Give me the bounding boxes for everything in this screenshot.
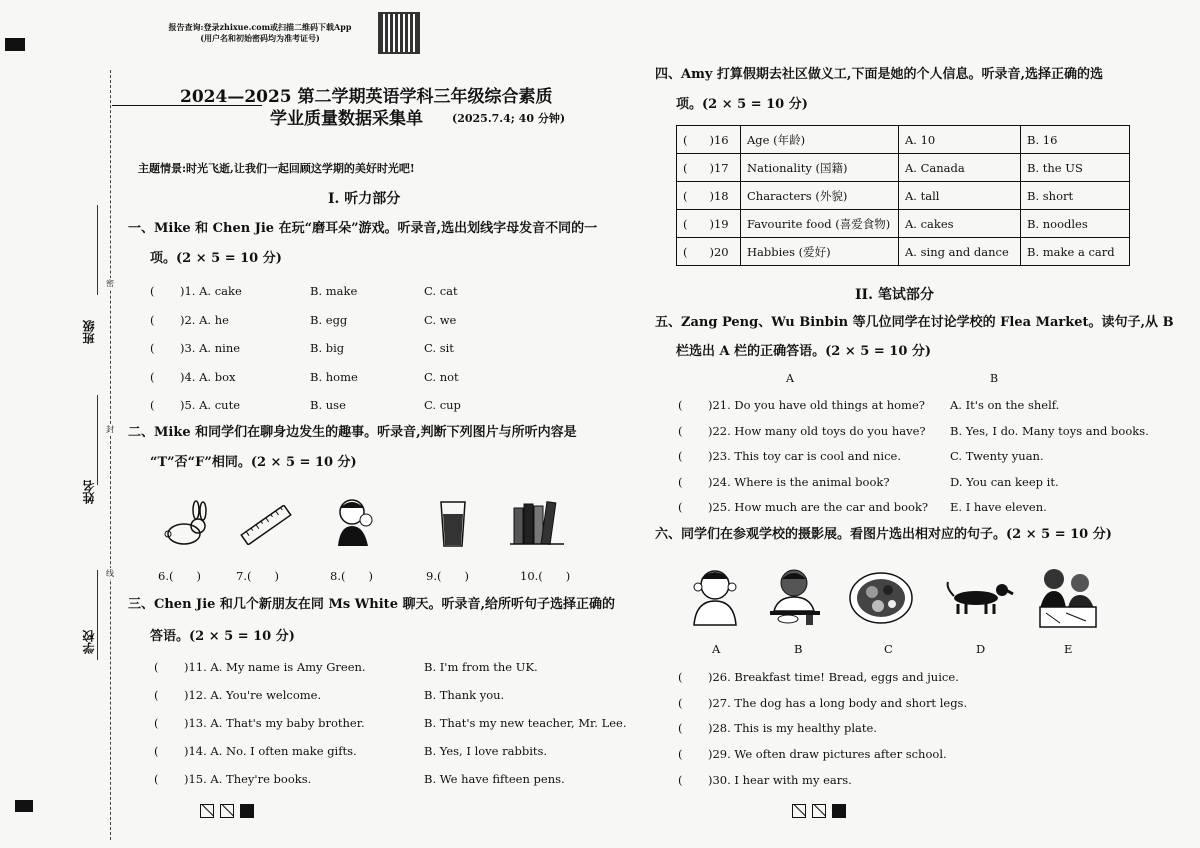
question-option: B. Thank you. xyxy=(424,688,505,702)
glass-of-juice-icon xyxy=(438,500,468,548)
answer-paren: ( xyxy=(678,695,683,710)
question-option: )4. A. box xyxy=(180,369,236,384)
answer-paren: ( xyxy=(678,449,683,463)
question-option: C. not xyxy=(424,369,459,384)
q4-title-cont: 项。(2 × 5 = 10 分) xyxy=(676,97,808,112)
answer-paren: ( )16 xyxy=(677,126,741,154)
boy-eating-icon xyxy=(332,496,378,548)
title-underline xyxy=(112,105,262,106)
question-sentence: )26. Breakfast time! Bread, eggs and juice. xyxy=(708,670,959,684)
question-option: C. cat xyxy=(424,284,458,298)
answer-paren: ( xyxy=(678,670,683,684)
question-sentence: )25. How much are the car and book? xyxy=(708,500,929,514)
option-b: B. noodles xyxy=(1021,210,1130,238)
question-sentence: )28. This is my healthy plate. xyxy=(708,721,877,736)
question-sentence: )21. Do you have old things at home? xyxy=(708,398,925,412)
question-option: C. cup xyxy=(424,398,461,412)
answer-paren: ( xyxy=(678,423,683,438)
corner-marker xyxy=(5,38,25,51)
q1-title: 一、Mike 和 Chen Jie 在玩“磨耳朵”游戏。听录音,选出划线字母发音不同的一 xyxy=(128,221,598,236)
q4-title: 四、Amy 打算假期去社区做义工,下面是她的个人信息。听录音,选择正确的选 xyxy=(655,67,1103,82)
theme-text: 主题情景:时光飞逝,让我们一起回顾这学期的美好时光吧! xyxy=(138,162,415,175)
part1-title: I. 听力部分 xyxy=(328,191,401,207)
answer-paren: ( xyxy=(154,716,159,730)
books-icon xyxy=(510,496,564,546)
answer-paren: ( )17 xyxy=(677,154,741,182)
judge-answer: 7.( ) xyxy=(236,569,279,583)
option-b: B. 16 xyxy=(1021,126,1130,154)
column-b-header: B xyxy=(990,372,999,385)
picture-label: A xyxy=(712,642,721,656)
question-option: )14. A. No. I often make gifts. xyxy=(184,744,357,758)
answer-paren: ( xyxy=(154,772,159,786)
option-a: A. tall xyxy=(899,182,1021,210)
picture-label: D xyxy=(976,642,986,656)
column-a-header: A xyxy=(786,372,794,385)
question-sentence: )22. How many old toys do you have? xyxy=(708,423,926,438)
q6-title: 六、同学们在参观学校的摄影展。看图片选出相对应的句子。(2 × 5 = 10 分) xyxy=(655,527,1112,542)
q3-title: 三、Chen Jie 和几个新朋友在同 Ms White 聊天。听录音,给所听句子选择正确的 xyxy=(128,597,616,612)
seal-mark: 线 xyxy=(106,569,114,578)
answer-paren: ( xyxy=(150,341,155,355)
page-marker-boxes xyxy=(200,800,260,819)
info-table xyxy=(676,125,1130,266)
info-item: Favourite food (喜爱食物) xyxy=(741,210,899,238)
answer-paren: ( xyxy=(150,312,155,327)
binding-line xyxy=(110,70,111,840)
judge-answer: 6.( ) xyxy=(158,569,201,583)
q1-title-cont: 项。(2 × 5 = 10 分) xyxy=(150,251,282,266)
healthy-plate-icon xyxy=(848,570,914,626)
option-a: A. sing and dance xyxy=(899,238,1021,266)
answer-paren: ( xyxy=(678,398,683,412)
option-b: B. short xyxy=(1021,182,1130,210)
question-option: B. That's my new teacher, Mr. Lee. xyxy=(424,716,627,730)
table-row xyxy=(677,182,1130,210)
page-title: 2024—2025 第二学期英语学科三年级综合素质 xyxy=(180,87,553,107)
name-underline xyxy=(97,205,98,295)
name-underline xyxy=(97,570,98,660)
question-sentence: )29. We often draw pictures after school. xyxy=(708,747,947,762)
q3-title-cont: 答语。(2 × 5 = 10 分) xyxy=(150,629,295,644)
table-row xyxy=(677,126,1130,154)
answer-paren: ( )18 xyxy=(677,182,741,210)
question-option: B. home xyxy=(310,369,358,384)
ruler-icon xyxy=(238,505,294,545)
q5-title-cont: 栏选出 A 栏的正确答语。(2 × 5 = 10 分) xyxy=(676,344,932,359)
table-row xyxy=(677,154,1130,182)
answer-paren: ( xyxy=(150,398,155,412)
info-item: Age (年龄) xyxy=(741,126,899,154)
header-note: 报告查询:登录zhixue.com或扫描二维码下载App (用户名和初始密码均为准考证号) xyxy=(168,22,352,43)
answer-paren: ( xyxy=(678,474,683,489)
question-option: B. egg xyxy=(310,312,348,327)
class-label: 班级 xyxy=(82,320,96,344)
question-option: )15. A. They're books. xyxy=(184,772,312,786)
answer-paren: ( xyxy=(678,772,683,787)
question-option: B. I'm from the UK. xyxy=(424,660,538,674)
question-option: )12. A. You're welcome. xyxy=(184,688,322,702)
option-a: A. 10 xyxy=(899,126,1021,154)
picture-label: C xyxy=(884,642,893,656)
option-b: B. the US xyxy=(1021,154,1130,182)
answer-paren: ( xyxy=(154,660,159,674)
qr-code xyxy=(378,12,420,54)
question-option: B. big xyxy=(310,341,345,355)
answer-paren: ( xyxy=(150,369,155,384)
corner-marker xyxy=(15,800,33,812)
answer-option: A. It's on the shelf. xyxy=(950,398,1060,412)
answer-paren: ( )19 xyxy=(677,210,741,238)
breakfast-icon xyxy=(766,565,824,627)
question-option: )5. A. cute xyxy=(180,398,241,412)
answer-option: B. Yes, I do. Many toys and books. xyxy=(950,423,1149,438)
judge-answer: 9.( ) xyxy=(426,569,469,583)
question-option: )13. A. That's my baby brother. xyxy=(184,716,365,730)
picture-label: E xyxy=(1064,642,1073,656)
question-sentence: )30. I hear with my ears. xyxy=(708,772,852,787)
name-label: 姓名 xyxy=(82,480,96,504)
question-sentence: )23. This toy car is cool and nice. xyxy=(708,449,902,463)
question-sentence: )24. Where is the animal book? xyxy=(708,474,890,489)
answer-paren: ( xyxy=(154,744,159,758)
option-a: A. cakes xyxy=(899,210,1021,238)
question-option: B. We have fifteen pens. xyxy=(424,772,565,786)
rabbit-icon xyxy=(160,500,212,550)
question-option: )11. A. My name is Amy Green. xyxy=(184,660,366,674)
answer-option: D. You can keep it. xyxy=(950,474,1059,489)
option-a: A. Canada xyxy=(899,154,1021,182)
answer-option: C. Twenty yuan. xyxy=(950,449,1044,463)
boy-ears-icon xyxy=(688,565,742,627)
table-row xyxy=(677,238,1130,266)
answer-paren: ( xyxy=(678,747,683,762)
q2-title-cont: “T”否“F”相同。(2 × 5 = 10 分) xyxy=(150,455,357,470)
question-option: B. Yes, I love rabbits. xyxy=(424,744,548,758)
info-item: Nationality (国籍) xyxy=(741,154,899,182)
page-subtitle: 学业质量数据采集单 xyxy=(270,109,423,129)
question-option: )1. A. cake xyxy=(180,284,242,298)
judge-answer: 8.( ) xyxy=(330,569,373,583)
answer-paren: ( xyxy=(150,284,155,298)
seal-mark: 封 xyxy=(106,425,114,434)
option-b: B. make a card xyxy=(1021,238,1130,266)
question-option: )2. A. he xyxy=(180,312,229,327)
info-item: Habbies (爱好) xyxy=(741,238,899,266)
judge-answer: 10.( ) xyxy=(520,569,571,583)
answer-paren: ( )20 xyxy=(677,238,741,266)
question-sentence: )27. The dog has a long body and short legs. xyxy=(708,695,968,710)
q5-title: 五、Zang Peng、Wu Binbin 等几位同学在讨论学校的 Flea Market。读句子,从 B xyxy=(655,315,1174,330)
question-option: C. we xyxy=(424,312,457,327)
answer-paren: ( xyxy=(678,500,683,514)
part2-title: II. 笔试部分 xyxy=(855,287,934,303)
page-marker-boxes xyxy=(792,800,852,819)
info-item: Characters (外貌) xyxy=(741,182,899,210)
question-option: C. sit xyxy=(424,341,454,355)
seal-mark: 密 xyxy=(106,279,114,288)
name-underline xyxy=(97,395,98,485)
question-option: )3. A. nine xyxy=(180,341,241,355)
question-option: B. use xyxy=(310,398,346,412)
answer-paren: ( xyxy=(678,721,683,736)
picture-label: B xyxy=(794,642,803,656)
exam-meta: (2025.7.4; 40 分钟) xyxy=(452,112,566,125)
drawing-kids-icon xyxy=(1036,565,1098,631)
question-option: B. make xyxy=(310,284,358,298)
q2-title: 二、Mike 和同学们在聊身边发生的趣事。听录音,判断下列图片与所听内容是 xyxy=(128,425,577,440)
dog-icon xyxy=(944,578,1014,618)
table-row xyxy=(677,210,1130,238)
answer-paren: ( xyxy=(154,688,159,702)
answer-option: E. I have eleven. xyxy=(950,500,1047,514)
school-label: 学校 xyxy=(82,630,96,654)
